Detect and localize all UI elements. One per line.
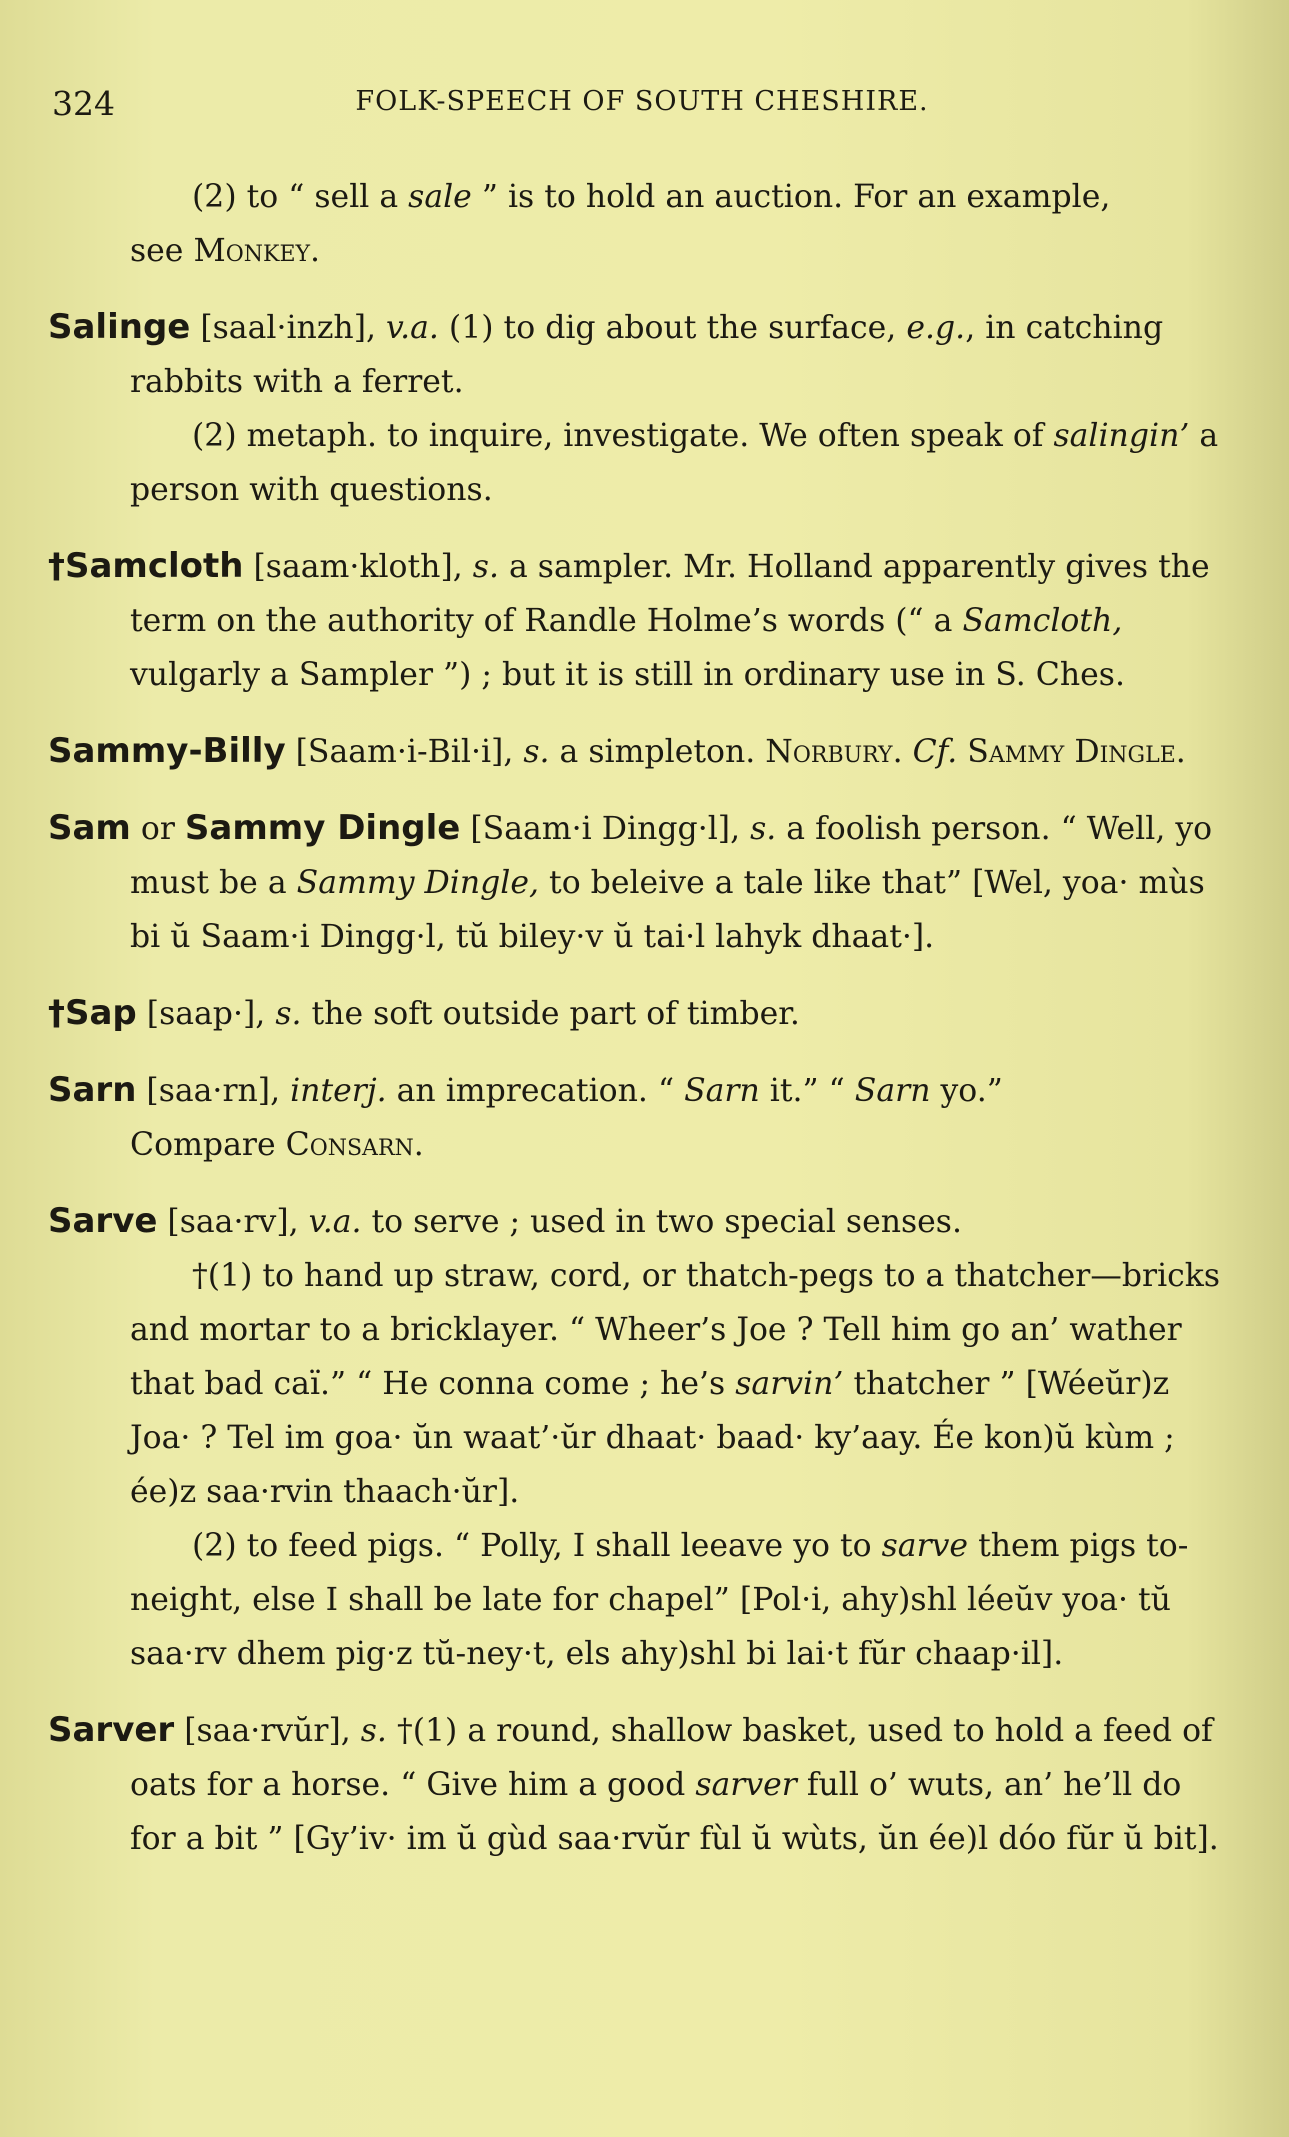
text-italic: Samcloth, <box>962 603 1123 639</box>
headword: Salinge <box>48 307 191 347</box>
text: †(1) to hand up straw, cord, or thatch-pegs to a thatcher—bricks and mortar to a bricklayer. “ Wheer’s Joe ? Tell him go an’ wather that bad caï.” “ He conna come ; he’s <box>130 1258 1221 1402</box>
entry-sam-dingle <box>48 801 1228 964</box>
text: [saam·kloth], <box>243 549 473 585</box>
text: or <box>130 811 185 847</box>
text-italic: s. <box>472 549 499 585</box>
text-italic: sarvin’ <box>735 1366 844 1402</box>
text-italic: s. <box>275 996 302 1032</box>
continuation-paragraph <box>130 170 1228 278</box>
headword: Sam <box>48 808 131 848</box>
text: a person with questions. <box>130 418 1219 508</box>
text: . <box>1175 734 1186 770</box>
text: [saa·rn], <box>136 1073 291 1109</box>
text: an imprecation. “ <box>386 1073 685 1109</box>
entry-sammy-billy <box>48 724 1228 779</box>
text: [Saam·i Dingg·l], <box>460 811 751 847</box>
entry-sap <box>48 986 1228 1041</box>
text: a simpleton. <box>549 734 766 770</box>
text-italic: s. <box>750 811 777 847</box>
dictionary-body <box>48 170 1228 1888</box>
text: . <box>413 1127 424 1163</box>
entry-continuation <box>48 170 1228 278</box>
entry-salinge <box>48 300 1228 517</box>
headword: †Samcloth <box>48 546 244 586</box>
cross-reference: Consarn <box>285 1127 414 1163</box>
text: Compare <box>130 1127 286 1163</box>
text: the soft outside part of timber. <box>301 996 800 1032</box>
text: see <box>130 233 194 269</box>
text: a sampler. Mr. Holland apparently gives the term on the authority of Randle Holme’s words (“ a <box>130 549 1210 639</box>
headword: Sammy-Billy <box>48 731 286 771</box>
entry-sarve <box>48 1194 1228 1681</box>
text: a foolish person. “ Well, yo must be a <box>130 811 1213 901</box>
text: it.” “ <box>759 1073 855 1109</box>
cross-reference: Monkey <box>193 233 311 269</box>
text-italic: s. <box>523 734 550 770</box>
text: yo.” <box>930 1073 1003 1109</box>
running-title: FOLK-SPEECH OF SOUTH CHESHIRE. <box>355 86 929 117</box>
headword: Sarver <box>48 1710 175 1750</box>
text-italic: Sammy Dingle, <box>296 865 540 901</box>
text: vulgarly a Sampler ”) ; but it is still in ordinary use in S. Ches. <box>130 657 1125 693</box>
headword: Sammy Dingle <box>184 808 461 848</box>
headword: Sarve <box>48 1201 158 1241</box>
text: [saa·rvŭr], <box>174 1713 361 1749</box>
text: them pigs to-neight, else I shall be late for chapel” [Pol·i, ahy)shl léeŭv yoa· tŭ saa·rv dhem pig·z tŭ-ney·t, els ahy)shl bi lai·t fŭr chaap·il]. <box>130 1528 1189 1672</box>
sense-2 <box>48 1519 1228 1681</box>
source-reference: Norbury <box>765 734 893 770</box>
text-italic: Cf. <box>912 734 958 770</box>
text: to beleive a tale like that” [Wel, yoa· mùs bi ŭ Saam·i Dingg·l, tŭ biley·v ŭ tai·l lahyk dhaat·]. <box>130 865 1205 955</box>
text-italic: interj. <box>290 1073 387 1109</box>
text: . <box>310 233 321 269</box>
page-number: 324 <box>52 84 115 123</box>
text-italic: Sarn <box>684 1073 760 1109</box>
headword: †Sap <box>48 993 137 1033</box>
text: , in catching rabbits with a ferret. <box>130 310 1164 400</box>
entry-sarn <box>48 1063 1228 1172</box>
text <box>957 734 967 770</box>
text-italic: salingin’ <box>1053 418 1190 454</box>
entry-text <box>48 300 1228 409</box>
sense-2 <box>48 409 1228 517</box>
text: [saa·rv], <box>157 1204 309 1240</box>
text: . <box>892 734 913 770</box>
text-italic: sarver <box>695 1767 797 1803</box>
running-header <box>52 84 1232 124</box>
text: ” is to hold an auction. For an example, <box>471 179 1111 215</box>
entry-sarver <box>48 1703 1228 1866</box>
text-italic: sale <box>408 179 472 215</box>
entry-samcloth <box>48 539 1228 702</box>
text: (2) to “ sell a <box>192 179 409 215</box>
text-italic: sarve <box>881 1528 969 1564</box>
text-italic: v.a. <box>386 310 439 346</box>
text: (2) to feed pigs. “ Polly, I shall leeave yo to <box>192 1528 882 1564</box>
text: †(1) a round, shallow basket, used to hold a feed of oats for a horse. “ Give him a good <box>130 1713 1213 1803</box>
headword: Sarn <box>48 1070 137 1110</box>
text: [saal·inzh], <box>190 310 387 346</box>
cross-reference: Sammy Dingle <box>967 734 1176 770</box>
text-italic: e.g. <box>906 310 966 346</box>
text: [saap·], <box>136 996 276 1032</box>
text: full o’ wuts, an’ he’ll do for a bit ” [Gy’iv· im ŭ gùd saa·rvŭr fùl ŭ wùts, ŭn ée)l dóo fŭr ŭ bit]. <box>130 1767 1219 1857</box>
text-italic: s. <box>360 1713 387 1749</box>
text-italic: v.a. <box>308 1204 362 1240</box>
sense-1 <box>48 1249 1228 1519</box>
text-italic: Sarn <box>854 1073 931 1109</box>
text: (1) to dig about the surface, <box>438 310 907 346</box>
entry-text <box>48 1194 1228 1249</box>
text: thatcher ” [Wéeŭr)z Joa· ? Tel im goa· ŭn waat’·ŭr dhaat· baad· ky’aay. Ée kon)ŭ kùm ; ée)z saa·rvin thaach·ŭr]. <box>130 1366 1175 1510</box>
text: (2) metaph. to inquire, investigate. We often speak of <box>192 418 1054 454</box>
text: to serve ; used in two special senses. <box>361 1204 962 1240</box>
text: [Saam·i-Bil·i], <box>285 734 524 770</box>
